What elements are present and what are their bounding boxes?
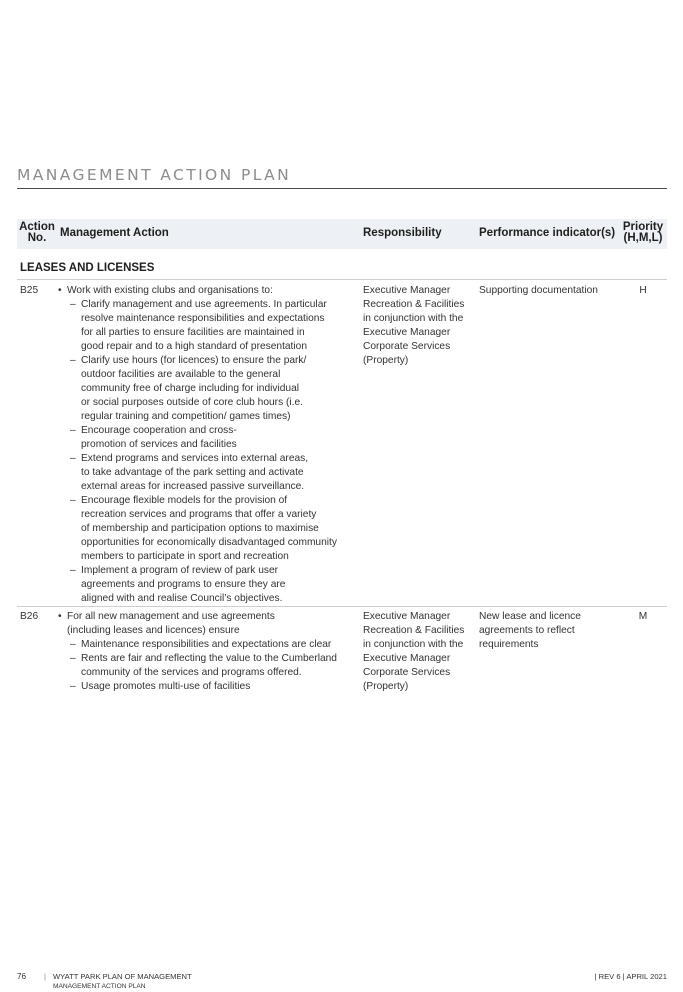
- text-line: of membership and participation options to maximise: [81, 523, 319, 534]
- row-b25-action: [56, 284, 358, 606]
- group-divider: [17, 279, 667, 280]
- dash-mark: –: [70, 299, 76, 310]
- section-title: MANAGEMENT ACTION PLAN: [17, 166, 292, 184]
- row-b26-performance: [479, 610, 609, 652]
- header-performance: Performance indicator(s): [479, 227, 616, 239]
- table-header: [17, 219, 667, 249]
- text-line: Supporting documentation: [479, 285, 598, 296]
- text-line: New lease and licence: [479, 611, 581, 622]
- text-line: regular training and competition/ games times): [81, 411, 291, 422]
- row-b25-responsibility: [363, 284, 475, 368]
- text-line: in conjunction with the: [363, 639, 464, 650]
- group-title: LEASES AND LICENSES: [20, 262, 155, 274]
- row-b26-number: B26: [20, 611, 39, 622]
- dash-mark: –: [70, 565, 76, 576]
- b26-item: [56, 652, 358, 680]
- text-line: Executive Manager: [363, 327, 451, 338]
- text-line: Corporate Services: [363, 667, 451, 678]
- header-responsibility: Responsibility: [363, 227, 442, 239]
- dash-mark: –: [70, 681, 76, 692]
- section-divider: [17, 188, 667, 189]
- dash-mark: –: [70, 639, 76, 650]
- text-line: community of the services and programs offered.: [81, 667, 302, 678]
- row-divider: [17, 606, 667, 607]
- text-line: Executive Manager: [363, 285, 451, 296]
- text-line: (Property): [363, 681, 409, 692]
- header-action-no: [19, 222, 55, 244]
- header-priority-line: (H,M,L): [623, 232, 663, 244]
- text-line: recreation services and programs that offer a variety: [81, 509, 317, 520]
- text-line: Executive Manager: [363, 653, 451, 664]
- document-title: WYATT PARK PLAN OF MANAGEMENT: [53, 972, 192, 981]
- text-line: resolve maintenance responsibilities and expectations: [81, 313, 325, 324]
- b25-item: [56, 564, 358, 606]
- bullet-mark: •: [58, 611, 62, 622]
- bullet-mark: •: [58, 285, 62, 296]
- text-line: (including leases and licences) ensure: [67, 625, 240, 636]
- row-b26-action: [56, 610, 358, 694]
- text-line: Recreation & Facilities: [363, 625, 465, 636]
- text-line: outdoor facilities are available to the general: [81, 369, 281, 380]
- text-line: external areas for increased passive surveillance.: [81, 481, 305, 492]
- text-line: Encourage cooperation and cross-: [81, 425, 237, 436]
- row-b26-priority: M: [638, 611, 648, 622]
- row-b25-priority: H: [639, 285, 647, 296]
- b26-item: [56, 680, 358, 694]
- b25-intro-text: Work with existing clubs and organisations to:: [67, 285, 273, 296]
- text-line: Executive Manager: [363, 611, 451, 622]
- text-line: Encourage flexible models for the provision of: [81, 495, 288, 506]
- text-line: Clarify use hours (for licences) to ensure the park/: [81, 355, 307, 366]
- text-line: members to participate in sport and recreation: [81, 551, 289, 562]
- b26-intro: [56, 610, 358, 638]
- page-number: 76: [17, 972, 27, 981]
- header-action-no-line: No.: [27, 232, 47, 244]
- header-priority-line: Priority: [622, 221, 664, 233]
- b25-item: [56, 354, 358, 424]
- text-line: promotion of services and facilities: [81, 439, 237, 450]
- text-line: For all new management and use agreements: [67, 611, 275, 622]
- text-line: (Property): [363, 355, 409, 366]
- text-line: community free of charge including for individual: [81, 383, 300, 394]
- b25-intro: [56, 284, 358, 298]
- document-subtitle: MANAGEMENT ACTION PLAN: [53, 983, 146, 990]
- b25-item: [56, 452, 358, 494]
- revision-info: | REV 6 | APRIL 2021: [594, 972, 667, 981]
- row-b25-number: B25: [20, 285, 39, 296]
- text-line: Implement a program of review of park user: [81, 565, 279, 576]
- header-priority: [617, 222, 669, 244]
- text-line: Rents are fair and reflecting the value to the Cumberland: [81, 653, 337, 664]
- text-line: Extend programs and services into external areas,: [81, 453, 309, 464]
- text-line: to take advantage of the park setting and activate: [81, 467, 304, 478]
- text-line: requirements: [479, 639, 539, 650]
- row-b25-performance: [479, 284, 609, 298]
- footer-title: [53, 972, 192, 992]
- text-line: or social purposes outside of core club hours (i.e.: [81, 397, 303, 408]
- text-line: Corporate Services: [363, 341, 451, 352]
- dash-mark: –: [70, 425, 76, 436]
- b25-item: [56, 494, 358, 564]
- text-line: for all parties to ensure facilities are maintained in: [81, 327, 305, 338]
- b25-item: [56, 298, 358, 354]
- text-line: good repair and to a high standard of presentation: [81, 341, 307, 352]
- dash-mark: –: [70, 355, 76, 366]
- dash-mark: –: [70, 495, 76, 506]
- text-line: Maintenance responsibilities and expectations are clear: [81, 639, 332, 650]
- text-line: opportunities for economically disadvantaged community: [81, 537, 337, 548]
- row-b26-responsibility: [363, 610, 475, 694]
- header-action-no-line: Action: [19, 221, 55, 233]
- text-line: Clarify management and use agreements. In particular: [81, 299, 327, 310]
- text-line: in conjunction with the: [363, 313, 464, 324]
- text-line: agreements and programs to ensure they are: [81, 579, 286, 590]
- header-management-action: Management Action: [60, 227, 169, 239]
- footer-separator: |: [44, 972, 46, 981]
- text-line: Recreation & Facilities: [363, 299, 465, 310]
- text-line: agreements to reflect: [479, 625, 575, 636]
- text-line: aligned with and realise Council’s objectives.: [81, 593, 283, 604]
- text-line: Usage promotes multi-use of facilities: [81, 681, 251, 692]
- dash-mark: –: [70, 653, 76, 664]
- b26-item: [56, 638, 358, 652]
- b25-item: [56, 424, 358, 452]
- dash-mark: –: [70, 453, 76, 464]
